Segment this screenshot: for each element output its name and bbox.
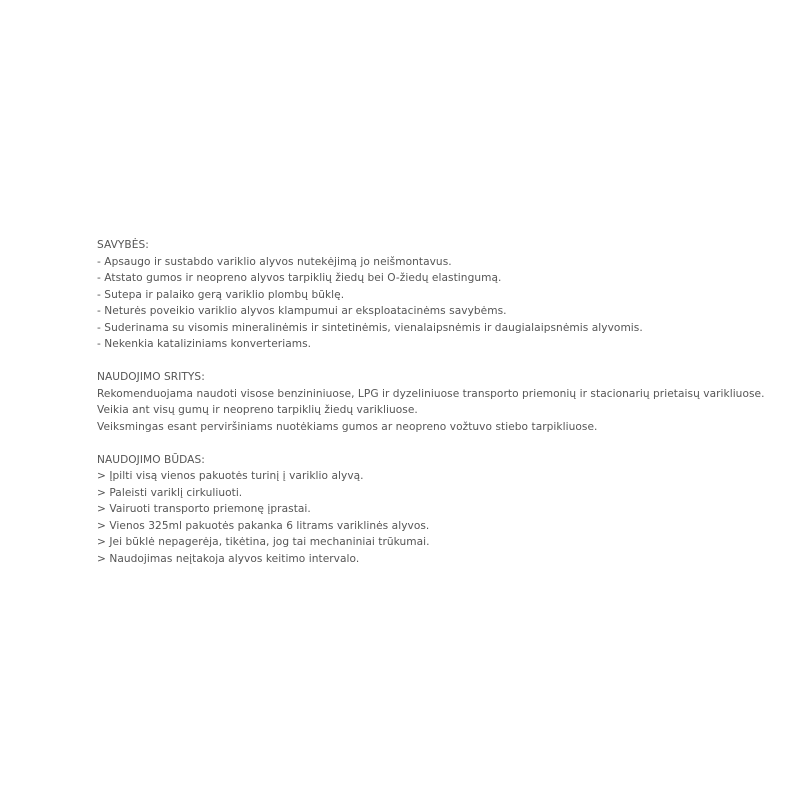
- usage-step: > Jei būklė nepagerėja, tikėtina, jog tai mechaniniai trūkumai.: [97, 536, 430, 548]
- usage-step: > Naudojimas neįtakoja alyvos keitimo intervalo.: [97, 552, 360, 565]
- properties-item: - Suderinama su visomis mineralinėmis ir sintetinėmis, vienalaipsnėmis ir daugialaipsnėmis alyvomis.: [97, 321, 643, 334]
- section-heading-usage-method: NAUDOJIMO BŪDAS:: [97, 453, 205, 466]
- section-usage-method: [97, 452, 787, 568]
- properties-item: - Apsaugo ir sustabdo variklio alyvos nutekėjimą jo neišmontavus.: [97, 255, 452, 268]
- section-properties: [97, 237, 787, 353]
- properties-item: - Sutepa ir palaiko gerą variklio plombų būklę.: [97, 288, 345, 301]
- usage-areas-text: Veiksmingas esant perviršiniams nuotėkiams gumos ar neopreno vožtuvo stiebo tarpikliuose.: [97, 420, 598, 433]
- properties-item: - Nekenkia kataliziniams konverteriams.: [97, 338, 312, 350]
- usage-step: > Įpilti visą vienos pakuotės turinį į variklio alyvą.: [97, 470, 364, 482]
- usage-step: > Paleisti variklį cirkuliuoti.: [97, 486, 243, 499]
- product-description: [97, 237, 787, 567]
- usage-step: > Vairuoti transporto priemonę įprastai.: [97, 503, 311, 515]
- section-heading-properties: SAVYBĖS:: [97, 239, 149, 251]
- section-usage-areas: [97, 369, 787, 435]
- properties-item: - Atstato gumos ir neopreno alyvos tarpiklių žiedų bei O-žiedų elastingumą.: [97, 272, 502, 284]
- section-heading-usage-areas: NAUDOJIMO SRITYS:: [97, 371, 205, 383]
- properties-item: - Neturės poveikio variklio alyvos klampumui ar eksploatacinėms savybėms.: [97, 305, 507, 317]
- usage-step: > Vienos 325ml pakuotės pakanka 6 litrams variklinės alyvos.: [97, 519, 430, 532]
- usage-areas-text: Veikia ant visų gumų ir neopreno tarpiklių žiedų varikliuose.: [97, 404, 418, 416]
- usage-areas-text: Rekomenduojama naudoti visose benzininiuose, LPG ir dyzeliniuose transporto priemonių ir stacionarių prietaisų varikliuose.: [97, 387, 765, 400]
